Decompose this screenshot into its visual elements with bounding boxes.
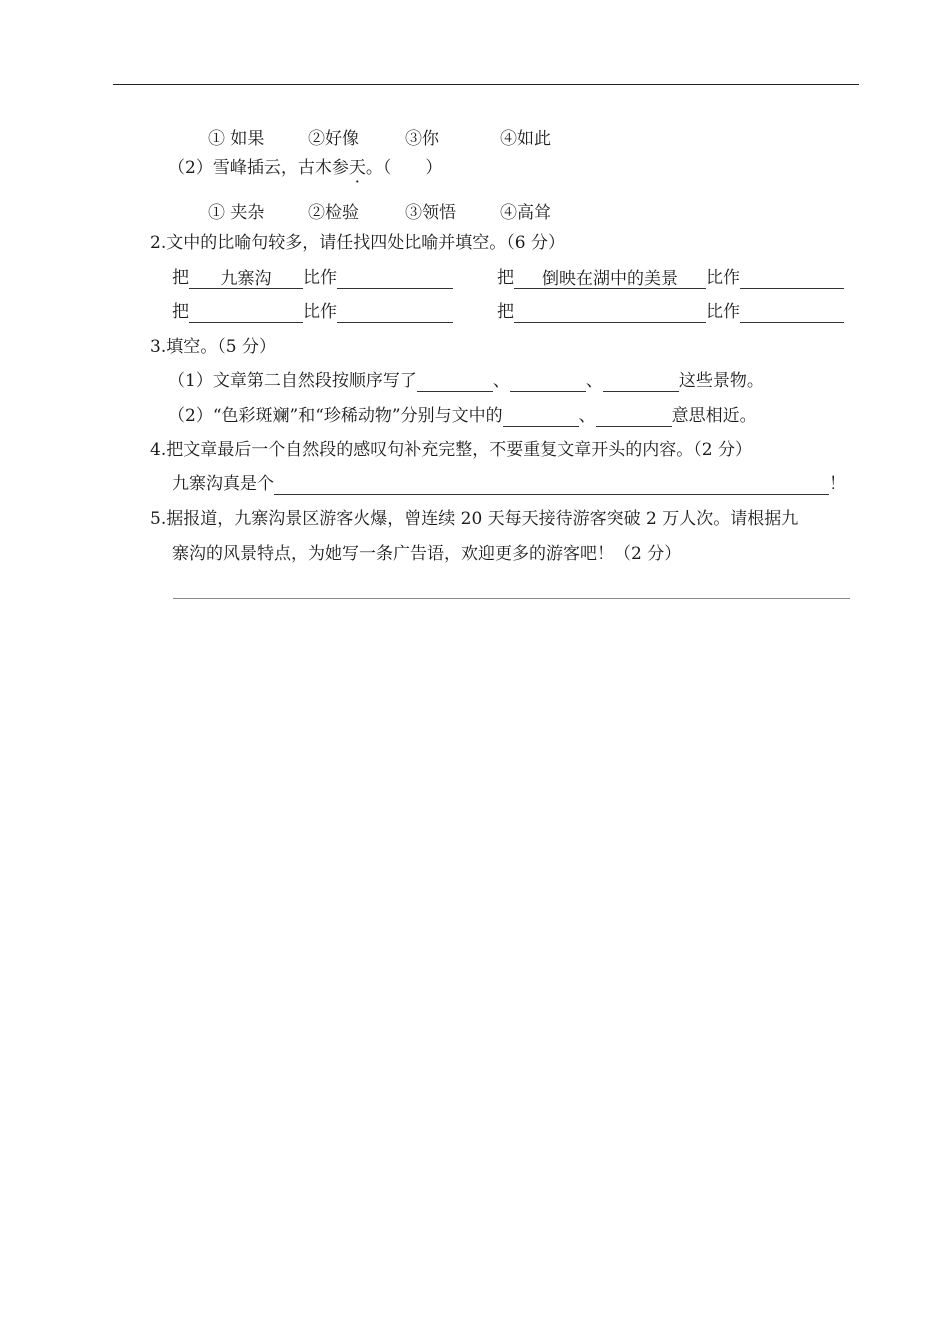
q2-bizuo: 比作 [706,302,740,322]
q3-sep: 、 [492,371,510,391]
q3-blank[interactable] [417,372,493,392]
q3-sep: 、 [585,371,603,391]
q3-s2-prefix: （2）“色彩斑斓”和“珍稀动物”分别与文中的 [168,406,503,426]
q2-ba: 把 [172,302,189,322]
q2-blank[interactable] [740,303,844,323]
q1b-option-4: ④高耸 [500,203,551,223]
q3-blank[interactable] [603,372,679,392]
q2-bizuo: 比作 [706,268,740,288]
q1b-option-1: ① 夹杂 [208,203,265,223]
q2-blank[interactable] [740,269,844,289]
q4-prefix: 九寨沟真是个 [172,474,274,494]
q2-blank[interactable] [337,303,453,323]
q2-bizuo: 比作 [303,302,337,322]
q2-row2-right [497,301,844,323]
q1-option-1: ① 如果 [208,129,265,149]
q2-fill-2: 倒映在湖中的美景 [514,268,706,289]
q3-sep: 、 [578,406,596,426]
q4-suffix: ！ [829,474,846,494]
q4-title: 4.把文章最后一个自然段的感叹句补充完整，不要重复文章开头的内容。（2 分） [150,440,752,460]
q2-title: 2.文中的比喻句较多，请任找四处比喻并填空。（6 分） [150,233,565,253]
q3-blank[interactable] [503,407,579,427]
q5-answer-line[interactable] [173,598,850,599]
q2-blank[interactable] [189,303,303,323]
q2-blank[interactable] [337,269,453,289]
q1-option-2: ②好像 [308,129,359,149]
q4-answer-row [172,473,846,495]
q2-blank[interactable] [514,303,706,323]
q2-row1-right [497,267,844,289]
q3-sub1 [168,370,764,392]
q2-ba: 把 [497,268,514,288]
q2-row1-left [172,267,453,289]
q3-blank[interactable] [510,372,586,392]
q1-sub2-dotted-char: 天 [348,158,366,178]
q1-sub2-suffix: 。（ ） [365,158,443,178]
q3-s2-suffix: 意思相近。 [671,406,757,426]
q1-option-3: ③你 [405,129,439,149]
q1b-option-2: ②检验 [308,203,359,223]
q3-s1-suffix: 这些景物。 [678,371,764,391]
q1b-option-3: ③领悟 [405,203,456,223]
q3-sub2 [168,405,757,427]
q3-blank[interactable] [596,407,672,427]
q3-title: 3.填空。（5 分） [150,337,276,357]
q2-fill-1: 九寨沟 [189,268,303,289]
q1-option-4: ④如此 [500,129,551,149]
q4-blank[interactable] [274,475,829,495]
q5-line-2: 寨沟的风景特点，为她写一条广告语，欢迎更多的游客吧！（2 分） [172,544,682,564]
q2-ba: 把 [172,268,189,288]
q2-ba: 把 [497,302,514,322]
q1-sub2 [168,157,442,179]
q2-bizuo: 比作 [303,268,337,288]
q1-sub2-prefix: （2）雪峰插云，古木参 [168,158,349,178]
q3-s1-prefix: （1）文章第二自然段按顺序写了 [168,371,417,391]
header-rule [113,84,859,85]
q5-line-1: 5.据报道，九寨沟景区游客火爆，曾连续 20 天每天接待游客突破 2 万人次。请根据九 [150,509,799,529]
q2-row2-left [172,301,453,323]
